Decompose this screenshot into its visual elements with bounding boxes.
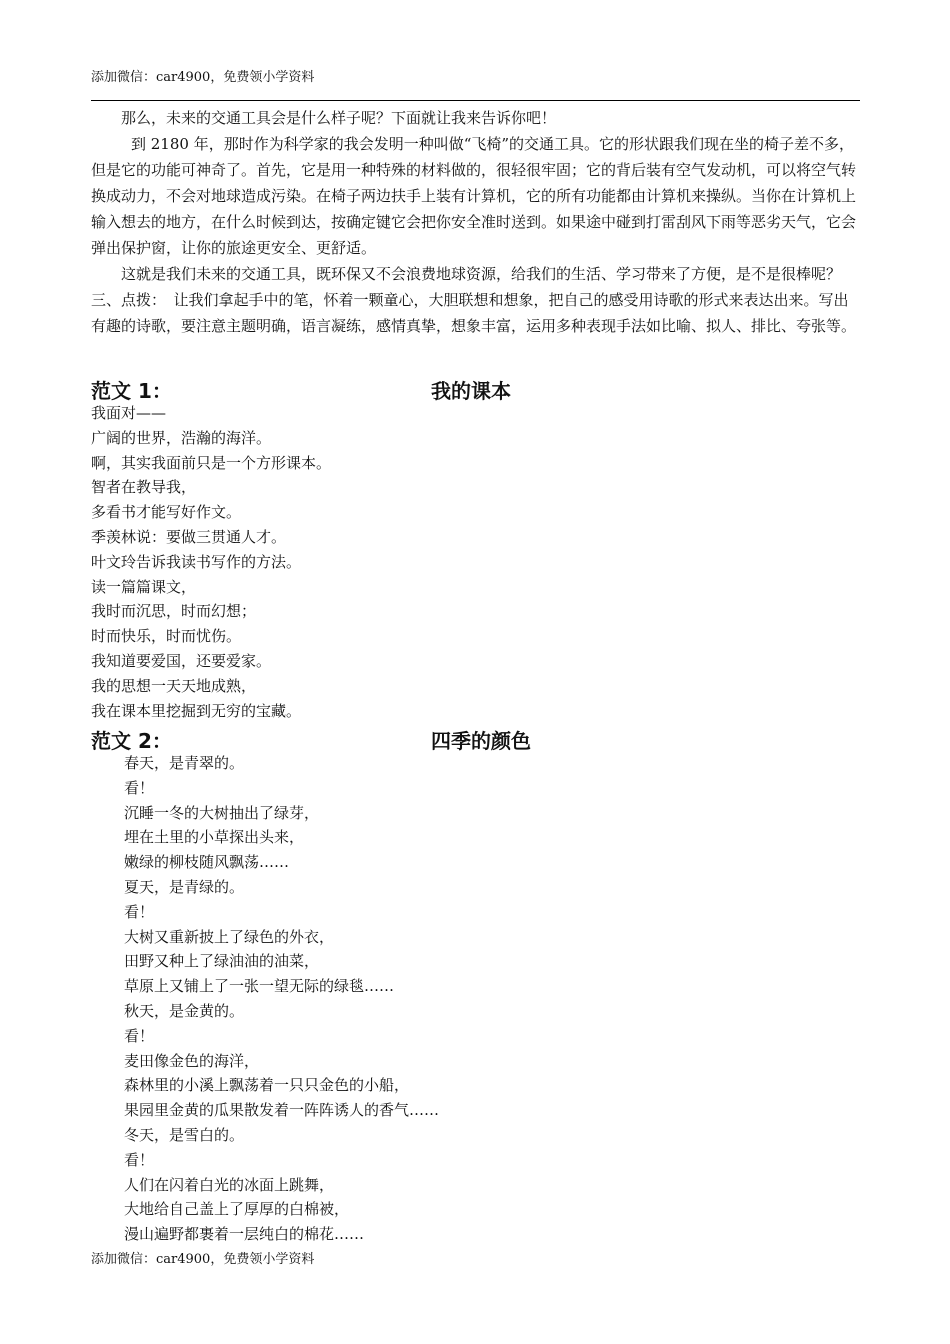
essay-2-label: 范文 2： [91, 729, 172, 753]
poem-line: 大地给自己盖上了厚厚的白棉被， [124, 1200, 350, 1219]
essay-2-title: 四季的颜色 [431, 729, 531, 753]
intro-section [91, 105, 860, 339]
poem-line: 看！ [124, 1150, 155, 1169]
poem-line: 森林里的小溪上飘荡着一只只金色的小船， [124, 1076, 410, 1095]
poem-line: 叶文玲告诉我读书写作的方法。 [91, 552, 302, 571]
poem-line: 我知道要爱国，还要爱家。 [91, 651, 272, 670]
page-footer: 添加微信：car4900，免费领小学资料 [91, 1252, 315, 1267]
poem-line: 田野又种上了绿油油的油菜， [124, 952, 320, 971]
essay-1-poem [91, 401, 331, 723]
header-divider [91, 100, 860, 101]
poem-line: 智者在教导我， [91, 478, 197, 497]
poem-line: 广阔的世界，浩瀚的海洋。 [91, 428, 272, 447]
poem-line: 大树又重新披上了绿色的外衣， [124, 927, 335, 946]
guidance-paragraph: 三、点拨： 让我们拿起手中的笔，怀着一颗童心，大胆联想和想象，把自己的感受用诗歌的形式来表达出来。写出有趣的诗歌，要注意主题明确，语言凝练，感情真挚，想象丰富，运用多种表现手法如比喻、拟人、排比、夸张等。 [91, 291, 857, 335]
poem-line: 时而快乐，时而忧伤。 [91, 627, 242, 646]
poem-line: 看！ [124, 778, 155, 797]
poem-line: 冬天，是雪白的。 [124, 1125, 245, 1144]
intro-paragraph-1: 那么，未来的交通工具会是什么样子呢？下面就让我来告诉你吧！ [121, 109, 557, 127]
intro-paragraph-2: 到 2180 年，那时作为科学家的我会发明一种叫做“飞椅”的交通工具。它的形状跟我们现在坐的椅子差不多，但是它的功能可神奇了。首先，它是用一种特殊的材料做的，很轻很牢固；它的背后装有空气发动机，可以将空气转换成动力，不会对地球造成污染。在椅子两边扶手上装有计算机，它的所有功能都由计算机来操纵。当你在计算机上输入想去的地方，在什么时候到达，按确定键它会把你安全准时送到。如果途中碰到打雷刮风下雨等恶劣天气，它会弹出保护窗，让你的旅途更安全、更舒适。 [91, 135, 857, 257]
poem-line: 多看书才能写好作文。 [91, 503, 242, 522]
poem-line: 埋在土里的小草探出头来， [124, 828, 305, 847]
poem-line: 春天，是青翠的。 [124, 754, 245, 772]
poem-line: 草原上又铺上了一张一望无际的绿毯…… [124, 977, 395, 996]
poem-line: 我的思想一天天地成熟， [91, 676, 257, 695]
essay-2-poem [124, 751, 439, 1247]
poem-line: 我时而沉思，时而幻想； [91, 602, 257, 621]
page-header: 添加微信：car4900，免费领小学资料 [91, 70, 315, 85]
poem-line: 嫩绿的柳枝随风飘荡…… [124, 853, 290, 872]
poem-line: 麦田像金色的海洋， [124, 1051, 260, 1070]
poem-line: 果园里金黄的瓜果散发着一阵阵诱人的香气…… [124, 1101, 440, 1120]
intro-paragraph-3: 这就是我们未来的交通工具，既环保又不会浪费地球资源，给我们的生活、学习带来了方便，是不是很棒呢？ [121, 265, 842, 283]
essay-1-title: 我的课本 [431, 379, 511, 403]
poem-line: 秋天，是金黄的。 [124, 1001, 245, 1020]
poem-line: 人们在闪着白光的冰面上跳舞， [124, 1175, 335, 1194]
poem-line: 看！ [124, 1026, 155, 1045]
poem-line: 沉睡一冬的大树抽出了绿芽， [124, 803, 320, 822]
poem-line: 我面对—— [91, 404, 167, 422]
poem-line: 夏天，是青绿的。 [124, 877, 245, 896]
poem-line: 我在课本里挖掘到无穷的宝藏。 [91, 701, 302, 720]
poem-line: 啊，其实我面前只是一个方形课本。 [91, 453, 332, 472]
poem-line: 看！ [124, 902, 155, 921]
poem-line: 季羡林说：要做三贯通人才。 [91, 527, 287, 546]
essay-1-label: 范文 1： [91, 379, 172, 403]
poem-line: 漫山遍野都裹着一层纯白的棉花…… [124, 1225, 365, 1244]
poem-line: 读一篇篇课文， [91, 577, 197, 596]
